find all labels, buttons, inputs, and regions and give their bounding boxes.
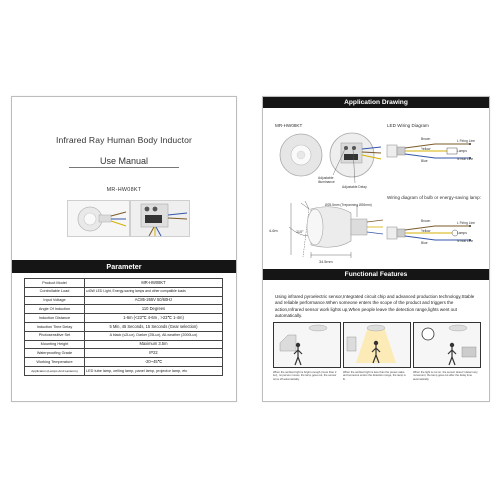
manual-application-page — [262, 96, 490, 402]
bulb-wire-brown-label: Brown — [421, 219, 431, 223]
dim-diameter-label: Ø25.5mm (Trepanning Ø26mm) — [325, 203, 372, 207]
param-key: Mounting Height — [25, 340, 85, 349]
bulb-wire-yellow-label: Yellow — [421, 229, 431, 233]
sensor-dimension-drawing — [269, 197, 385, 267]
caption-bright-no-person: When the ambient light is bright enough (more than 2 lux), no person moves, the lamp goes out, the sensor turns off automatically. — [273, 371, 337, 381]
param-key: Induction Time Delay — [25, 322, 85, 331]
param-key: Induction Distance — [25, 314, 85, 323]
param-value: IP22 — [85, 349, 223, 358]
table-row — [25, 279, 223, 288]
led-wiring-diagram — [385, 131, 485, 171]
led-wiring-title: LED Wiring Diagram — [387, 123, 429, 128]
bulb-term-lamps-label: Lamps — [457, 231, 467, 235]
dim-length-label: 34.5mm — [319, 260, 333, 264]
bulb-term-n-label: N Null Line — [457, 239, 474, 243]
table-row — [25, 305, 223, 314]
illustration-bright-no-person — [273, 322, 341, 368]
param-value: MR-HW08KT — [85, 279, 223, 288]
led-term-l-label: L Firing Line — [457, 139, 476, 143]
dim-height-label: 4-6m — [269, 229, 278, 233]
illustration-no-movement-off — [413, 322, 481, 368]
table-row — [25, 331, 223, 340]
bulb-wiring-title: Wiring diagram of bulb or energy-saving lamp: — [387, 195, 481, 200]
table-row — [25, 287, 223, 296]
table-row — [25, 340, 223, 349]
illustration-dark-person-enters — [343, 322, 411, 368]
param-value: 110 Degrees — [85, 305, 223, 314]
led-wire-brown-label: Brown — [421, 137, 431, 141]
caption-dark-person-enters: When the ambient light is less than the preset value and someone enters the detection range, the lamp is lit. — [343, 371, 406, 381]
title-divider — [69, 167, 179, 168]
led-wire-yellow-label: Yellow — [421, 147, 431, 151]
dim-angle-label: 110° — [296, 230, 304, 234]
param-key: Waterproofing Grade — [25, 349, 85, 358]
parameter-table — [24, 278, 223, 376]
functional-features-header: Functional Features — [263, 269, 489, 280]
functional-description: Using infrared pyroelectric sensor,Integrated circuit chip and advanced production technology,Stable and reliable performance.When someone enters the scope of the product and triggers the action,Infrared sensor work lights up,When people leave the detection range,lights went out automatically. — [275, 294, 475, 319]
param-value: ≤40W LED Light, Energy-saving lamps and other compatible loads — [85, 287, 223, 296]
adjustable-delay-label: Adjustable Delay — [342, 185, 367, 189]
param-value: 5 Min, 45 Seconds, 15 Seconds (Gear selection) — [85, 322, 223, 331]
param-value: AC85-265V 50/60Hz — [85, 296, 223, 305]
manual-subtitle: Use Manual — [99, 156, 149, 166]
manual-cover-page — [11, 96, 237, 402]
bulb-term-l-label: L Firing Line — [457, 221, 476, 225]
adjustable-illuminance-label: Adjustable Illuminance — [318, 176, 335, 184]
param-key: Controllable Load — [25, 287, 85, 296]
param-value: A black (≤2Lux), Darker (25Lux), All-weather (2000Lux) — [85, 331, 223, 340]
manual-title: Infrared Ray Human Body Inductor — [56, 135, 192, 145]
model-label: MR-HW08KT — [106, 187, 142, 193]
bulb-wire-blue-label: Blue — [421, 241, 428, 245]
sensor-front-photo — [67, 200, 130, 237]
led-wire-blue-label: Blue — [421, 159, 428, 163]
param-key: Product Model — [25, 279, 85, 288]
param-value: Maximum 3.5m — [85, 340, 223, 349]
table-row — [25, 322, 223, 331]
led-term-lamps-label: Lamps — [457, 149, 467, 153]
sensor-back-photo — [130, 200, 190, 237]
param-key: Angle Of Induction — [25, 305, 85, 314]
param-key: Application (Lamps And Lanterns) — [25, 366, 85, 375]
caption-no-movement-off: When the light is not on, the sensor doesn't detect any movement, the lamp goes out after the delay time automatically. — [413, 371, 478, 381]
table-row — [25, 296, 223, 305]
table-row — [25, 358, 223, 367]
param-value: -20~45℃ — [85, 358, 223, 367]
table-row — [25, 314, 223, 323]
param-value: LED tube lamp, ceiling lamp, panel lamp, projector lamp, etc — [85, 366, 223, 375]
led-term-n-label: N Null Line — [457, 157, 474, 161]
param-key: Photosensitive Set — [25, 331, 85, 340]
param-key: Working Temperature — [25, 358, 85, 367]
table-row — [25, 349, 223, 358]
table-row — [25, 366, 223, 375]
parameter-header: Parameter — [12, 260, 236, 273]
app-model-label: MR-HW08KT — [275, 123, 303, 128]
param-key: Input Voltage — [25, 296, 85, 305]
application-drawing-header: Application Drawing — [263, 97, 489, 108]
bulb-wiring-diagram — [385, 213, 485, 253]
param-value: 1-6m (<23℃ 4-6m , >23℃ 1-4m) — [85, 314, 223, 323]
